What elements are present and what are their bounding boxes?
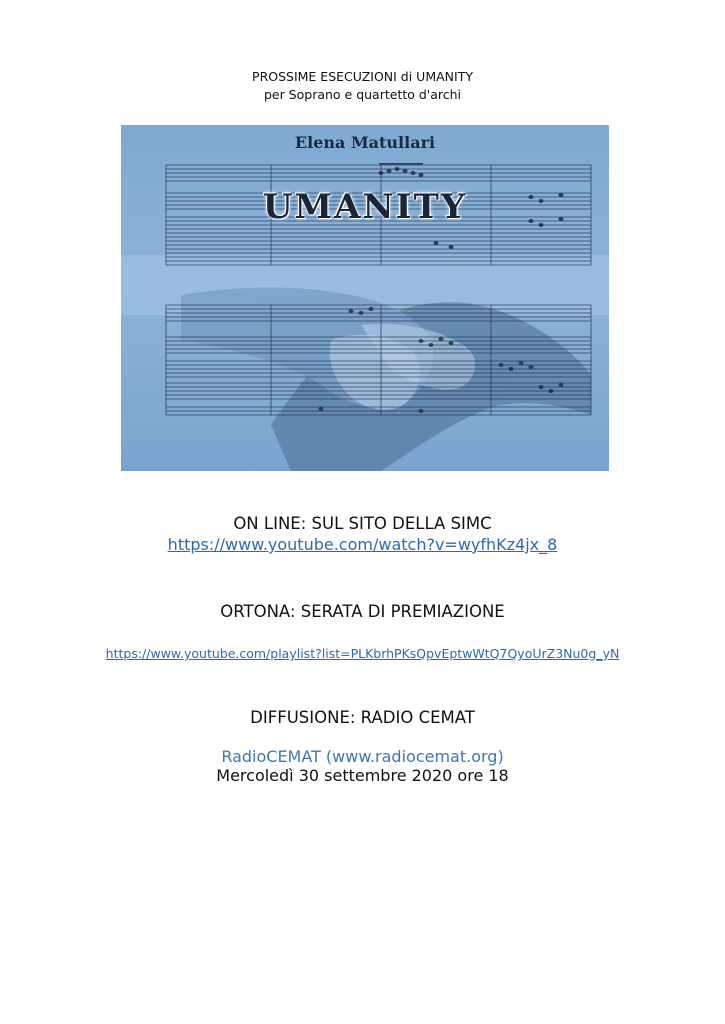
online-youtube-link[interactable]: https://www.youtube.com/watch?v=wyfhKz4jx_8	[167, 535, 558, 554]
header-title: PROSSIME ESECUZIONI di UMANITY	[252, 69, 473, 84]
score-illustration	[121, 125, 609, 471]
composer-name: Elena Matullari	[294, 133, 436, 152]
work-title: UMANITY	[262, 187, 468, 227]
online-heading: ON LINE: SUL SITO DELLA SIMC	[233, 514, 492, 533]
online-section	[0, 514, 725, 554]
radio-station: RadioCEMAT (www.radiocemat.org)	[221, 747, 504, 766]
ortona-section	[0, 602, 725, 662]
radio-section	[0, 708, 725, 785]
radio-heading: DIFFUSIONE: RADIO CEMAT	[250, 708, 475, 727]
ortona-heading: ORTONA: SERATA DI PREMIAZIONE	[220, 602, 505, 621]
ortona-playlist-link[interactable]: https://www.youtube.com/playlist?list=PLKbrhPKsQpvEptwWtQ7QyoUrZ3Nu0g_yN	[105, 646, 620, 661]
radio-schedule: Mercoledì 30 settembre 2020 ore 18	[216, 766, 509, 785]
header-subtitle: per Soprano e quartetto d'archi	[263, 87, 462, 102]
cover-image	[121, 125, 609, 471]
handshake-illustration	[181, 288, 591, 472]
page-header	[0, 68, 725, 104]
